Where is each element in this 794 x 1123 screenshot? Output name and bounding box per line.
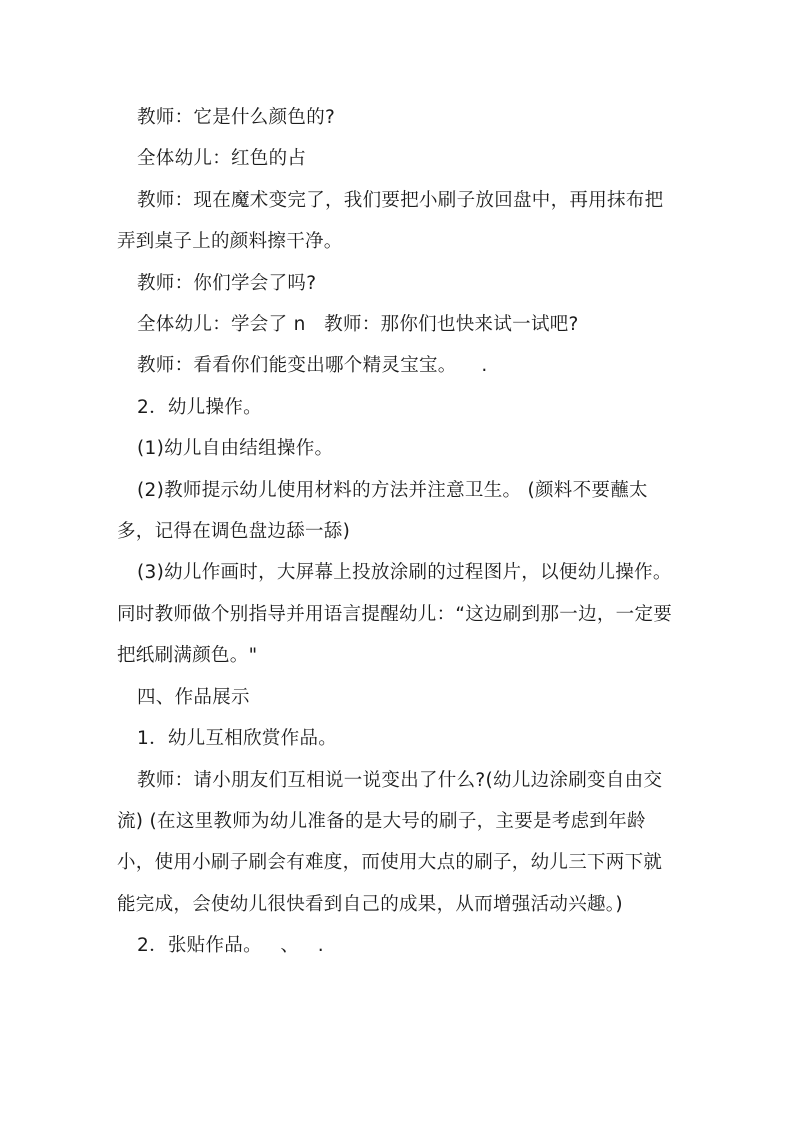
section-item-post-works: 2．张贴作品。 、 . (137, 935, 324, 957)
sub-item-painting-guidance: (3)幼儿作画时，大屏幕上投放涂刷的过程图片，以便幼儿操作。同时教师做个别指导并用语言提醒幼儿：“这边刷到那一边，一定要把纸刷满颜色。" (117, 562, 673, 667)
dialogue-line-children-learned: 全体幼儿：学会了 n 教师：那你们也快来试一试吧? (137, 314, 579, 336)
sub-item-material-hygiene: (2)教师提示幼儿使用材料的方法并注意卫生。 (颜料不要蘸太多，记得在调色盘边舔一舔) (117, 479, 648, 543)
dialogue-line-teacher-color: 教师：它是什么颜色的? (137, 107, 336, 128)
section-item-child-operation: 2．幼儿操作。 (137, 396, 262, 418)
dialogue-line-teacher-magic-done: 教师：现在魔术变完了，我们要把小刷子放回盘中，再用抹布把弄到桌子上的颜料擦干净。 (117, 189, 664, 253)
dialogue-line-teacher-learned: 教师：你们学会了吗? (137, 272, 317, 294)
dialogue-line-teacher-elf: 教师：看看你们能变出哪个精灵宝宝。 . (137, 355, 488, 377)
sub-item-free-grouping: (1)幼儿自由结组操作。 (137, 438, 334, 460)
section-heading-work-display: 四、作品展示 (137, 686, 250, 708)
document-body (117, 97, 677, 967)
dialogue-line-teacher-share: 教师：请小朋友们互相说一说变出了什么?(幼儿边涂刷变自由交流) (在这里教师为幼儿准备的是大号的刷子，主要是考虑到年龄小，使用小刷子刷会有难度，而使用大点的刷子，幼儿三下两下就能完成，会使幼儿很快看到自己的成果，从而增强活动兴趣。) (117, 769, 663, 915)
section-item-appreciate-works: 1．幼儿互相欣赏作品。 (137, 728, 338, 750)
dialogue-line-children-red: 全体幼儿：红色的占 (137, 148, 307, 170)
